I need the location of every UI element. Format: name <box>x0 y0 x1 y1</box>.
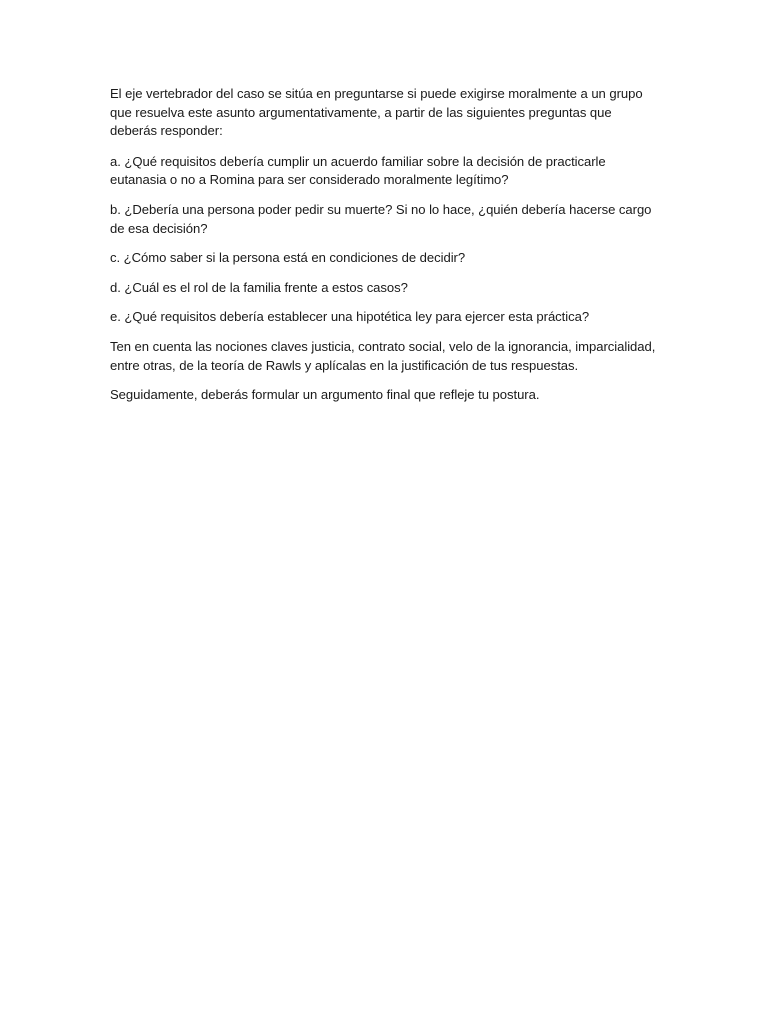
instruction-paragraph: Ten en cuenta las nociones claves justicia, contrato social, velo de la ignorancia, imparcialidad, entre otras, de la teoría de Rawls y aplícalas en la justificación de tus respuestas. <box>110 338 656 373</box>
question-a: a. ¿Qué requisitos debería cumplir un acuerdo familiar sobre la decisión de practicarle eutanasia o no a Romina para ser considerado moralmente legítimo? <box>110 153 606 188</box>
intro-paragraph: El eje vertebrador del caso se sitúa en preguntarse si puede exigirse moralmente a un grupo que resuelva este asunto argumentativamente, a partir de las siguientes preguntas que deberás responder: <box>110 86 643 139</box>
closing-paragraph: Seguidamente, deberás formular un argumento final que refleje tu postura. <box>110 387 540 403</box>
question-c: c. ¿Cómo saber si la persona está en condiciones de decidir? <box>110 250 466 266</box>
question-e: e. ¿Qué requisitos debería establecer una hipotética ley para ejercer esta práctica? <box>110 309 590 325</box>
document-page <box>110 85 658 416</box>
question-b: b. ¿Debería una persona poder pedir su muerte? Si no lo hace, ¿quién debería hacerse cargo de esa decisión? <box>110 201 652 236</box>
question-d: d. ¿Cuál es el rol de la familia frente a estos casos? <box>110 279 408 295</box>
